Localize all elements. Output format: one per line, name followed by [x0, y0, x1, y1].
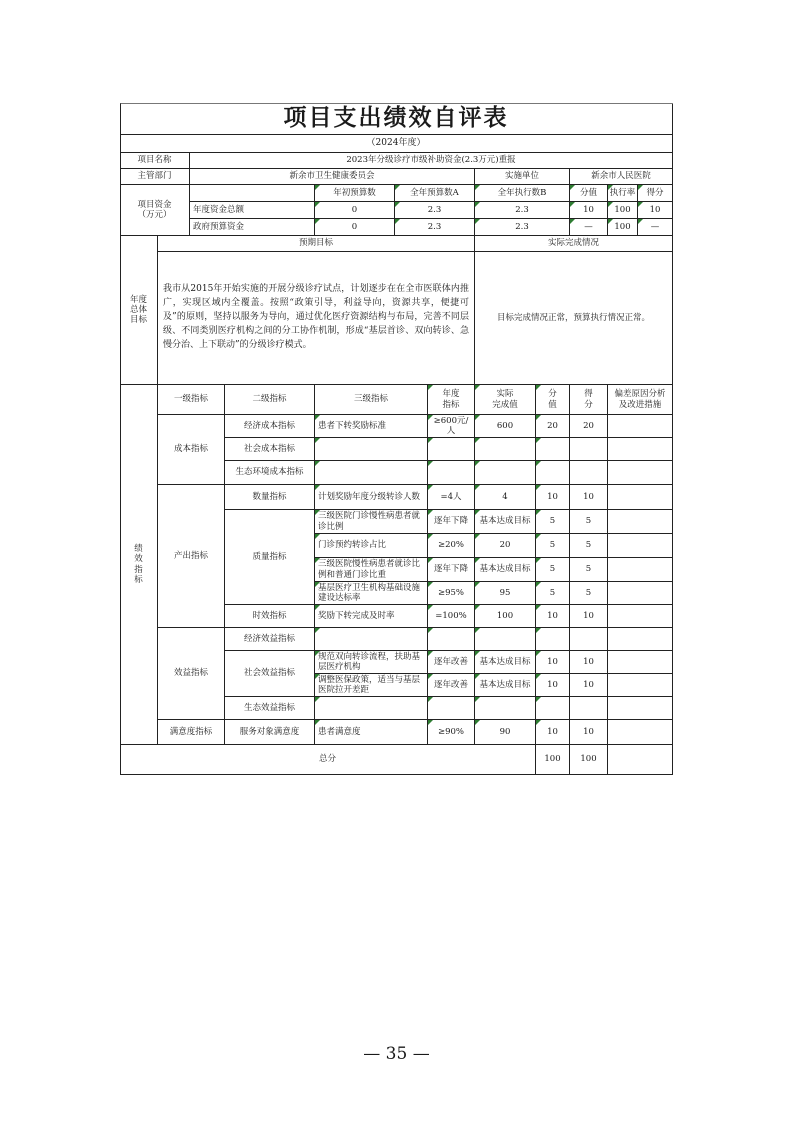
dept-label: 主管部门	[120, 169, 190, 185]
funds-value: 10	[570, 202, 608, 219]
weight-value: 5	[536, 582, 570, 605]
funds-value: 2.3	[395, 219, 475, 236]
level3-indicator: 患者下转奖励标准	[315, 415, 428, 438]
deviation-analysis	[608, 510, 673, 534]
level3-indicator: 调整医保政策，适当与基层医院拉开差距	[315, 674, 428, 697]
annual-target: ≥95%	[428, 582, 475, 605]
perf-header: 实际 完成值	[475, 385, 536, 415]
annual-target: 逐年下降	[428, 510, 475, 534]
funds-header: 全年预算数A	[395, 185, 475, 202]
funds-value: 0	[315, 202, 395, 219]
actual-value: 基本达成目标	[475, 651, 536, 674]
funds-value: —	[638, 219, 673, 236]
actual-value	[475, 697, 536, 720]
actual-value: 95	[475, 582, 536, 605]
level3-indicator: 三级医院慢性病患者就诊比例和普通门诊比重	[315, 558, 428, 582]
deviation-analysis	[608, 674, 673, 697]
actual-value	[475, 438, 536, 461]
actual-value: 基本达成目标	[475, 510, 536, 534]
total-label: 总分	[120, 745, 536, 775]
level3-indicator: 规范双向转诊流程，扶助基层医疗机构	[315, 651, 428, 674]
level1-indicator: 成本指标	[158, 415, 225, 485]
funds-header: 分值	[570, 185, 608, 202]
annual-target: ≥600元/ 人	[428, 415, 475, 438]
goal-expected-text: 我市从2015年开始实施的开展分级诊疗试点，计划逐步在在全市医联体内推广，实现区域内全覆盖。按照“政策引导，利益导向，资源共享，便捷可及”的原则，坚持以服务为导向，通过优化医疗资源结构与布局，完善不同层级、不同类别医疗机构之间的分工协作机制，形成“基层首诊、双向转诊、急慢分治、上下联动”的分级诊疗模式。	[158, 252, 475, 385]
level3-indicator: 三级医院门诊慢性病患者就诊比例	[315, 510, 428, 534]
weight-value	[536, 438, 570, 461]
score-value: 10	[570, 720, 608, 745]
level3-indicator	[315, 461, 428, 485]
deviation-analysis	[608, 485, 673, 510]
level2-indicator: 数量指标	[225, 485, 315, 510]
score-value: 20	[570, 415, 608, 438]
annual-target: ≥90%	[428, 720, 475, 745]
score-value: 10	[570, 605, 608, 628]
annual-target: 逐年改善	[428, 674, 475, 697]
weight-value	[536, 697, 570, 720]
goal-actual-text: 目标完成情况正常，预算执行情况正常。	[475, 252, 673, 385]
score-value	[570, 438, 608, 461]
level1-indicator: 满意度指标	[158, 720, 225, 745]
total-score: 100	[570, 745, 608, 775]
impl-unit-label: 实施单位	[475, 169, 570, 185]
funds-header: 年初预算数	[315, 185, 395, 202]
score-value	[570, 461, 608, 485]
weight-value: 10	[536, 674, 570, 697]
funds-value: 10	[638, 202, 673, 219]
page-title: 项目支出绩效自评表	[120, 103, 673, 135]
level2-indicator: 服务对象满意度	[225, 720, 315, 745]
level3-indicator	[315, 628, 428, 651]
level2-indicator: 生态环境成本指标	[225, 461, 315, 485]
perf-header: 一级指标	[158, 385, 225, 415]
deviation-analysis	[608, 534, 673, 558]
level2-indicator: 生态效益指标	[225, 697, 315, 720]
deviation-analysis	[608, 461, 673, 485]
perf-header: 分 值	[536, 385, 570, 415]
goal-label: 年度 总体 目标	[120, 236, 158, 385]
dept-value: 新余市卫生健康委员会	[190, 169, 475, 185]
annual-target: ≥20%	[428, 534, 475, 558]
level2-indicator: 经济成本指标	[225, 415, 315, 438]
level2-indicator: 经济效益指标	[225, 628, 315, 651]
score-value: 5	[570, 534, 608, 558]
weight-value: 5	[536, 558, 570, 582]
actual-value: 基本达成目标	[475, 674, 536, 697]
funds-value: 2.3	[395, 202, 475, 219]
perf-header: 偏差原因分析 及改进措施	[608, 385, 673, 415]
actual-value: 90	[475, 720, 536, 745]
annual-target	[428, 697, 475, 720]
funds-value: 0	[315, 219, 395, 236]
level2-indicator: 时效指标	[225, 605, 315, 628]
actual-value: 4	[475, 485, 536, 510]
project-name-label: 项目名称	[120, 153, 190, 169]
actual-value: 100	[475, 605, 536, 628]
deviation-analysis	[608, 651, 673, 674]
actual-value	[475, 461, 536, 485]
score-value: 5	[570, 558, 608, 582]
level1-indicator: 效益指标	[158, 628, 225, 720]
level2-indicator: 社会效益指标	[225, 651, 315, 697]
level3-indicator: 患者满意度	[315, 720, 428, 745]
deviation-analysis	[608, 720, 673, 745]
funds-corner	[190, 185, 315, 202]
deviation-analysis	[608, 605, 673, 628]
funds-label: 项目资金 （万元）	[120, 185, 190, 236]
level3-indicator	[315, 438, 428, 461]
deviation-analysis	[608, 558, 673, 582]
perf-header: 二级指标	[225, 385, 315, 415]
annual-target	[428, 628, 475, 651]
funds-header: 执行率	[608, 185, 638, 202]
deviation-analysis	[608, 582, 673, 605]
funds-value: —	[570, 219, 608, 236]
annual-target: 逐年改善	[428, 651, 475, 674]
report-year: （2024年度）	[120, 135, 673, 153]
score-value	[570, 628, 608, 651]
level2-indicator: 质量指标	[225, 510, 315, 605]
actual-value: 600	[475, 415, 536, 438]
funds-row-label: 政府预算资金	[190, 219, 315, 236]
weight-value	[536, 461, 570, 485]
annual-target	[428, 461, 475, 485]
level2-indicator: 社会成本指标	[225, 438, 315, 461]
deviation-analysis	[608, 628, 673, 651]
goal-actual-header: 实际完成情况	[475, 236, 673, 252]
perf-label: 绩 效 指 标	[120, 385, 158, 745]
actual-value: 基本达成目标	[475, 558, 536, 582]
funds-value: 100	[608, 202, 638, 219]
level3-indicator: 门诊预约转诊占比	[315, 534, 428, 558]
score-value: 10	[570, 651, 608, 674]
weight-value: 10	[536, 720, 570, 745]
perf-header: 得 分	[570, 385, 608, 415]
weight-value: 10	[536, 651, 570, 674]
weight-value: 5	[536, 510, 570, 534]
score-value: 5	[570, 510, 608, 534]
level1-indicator: 产出指标	[158, 485, 225, 628]
level3-indicator: 计划奖励年度分级转诊人数	[315, 485, 428, 510]
score-value: 10	[570, 485, 608, 510]
goal-expected-header: 预期目标	[158, 236, 475, 252]
weight-value: 10	[536, 485, 570, 510]
funds-value: 100	[608, 219, 638, 236]
perf-header: 年度 指标	[428, 385, 475, 415]
funds-header: 得分	[638, 185, 673, 202]
total-remarks	[608, 745, 673, 775]
self-evaluation-table	[120, 103, 673, 775]
annual-target: 逐年下降	[428, 558, 475, 582]
score-value: 10	[570, 674, 608, 697]
weight-value: 20	[536, 415, 570, 438]
level3-indicator: 基层医疗卫生机构基础设施建设达标率	[315, 582, 428, 605]
impl-unit-value: 新余市人民医院	[570, 169, 673, 185]
weight-value	[536, 628, 570, 651]
level3-indicator	[315, 697, 428, 720]
funds-row-label: 年度资金总额	[190, 202, 315, 219]
perf-header: 三级指标	[315, 385, 428, 415]
total-weight: 100	[536, 745, 570, 775]
funds-header: 全年执行数B	[475, 185, 570, 202]
level3-indicator: 奖励下转完成及时率	[315, 605, 428, 628]
project-name-value: 2023年分级诊疗市级补助资金(2.3万元)重报	[190, 153, 673, 169]
deviation-analysis	[608, 697, 673, 720]
score-value	[570, 697, 608, 720]
weight-value: 10	[536, 605, 570, 628]
annual-target: =4人	[428, 485, 475, 510]
score-value: 5	[570, 582, 608, 605]
page-number: — 35 —	[363, 1044, 430, 1064]
annual-target: =100%	[428, 605, 475, 628]
funds-value: 2.3	[475, 219, 570, 236]
actual-value	[475, 628, 536, 651]
deviation-analysis	[608, 438, 673, 461]
weight-value: 5	[536, 534, 570, 558]
annual-target	[428, 438, 475, 461]
deviation-analysis	[608, 415, 673, 438]
actual-value: 20	[475, 534, 536, 558]
funds-value: 2.3	[475, 202, 570, 219]
